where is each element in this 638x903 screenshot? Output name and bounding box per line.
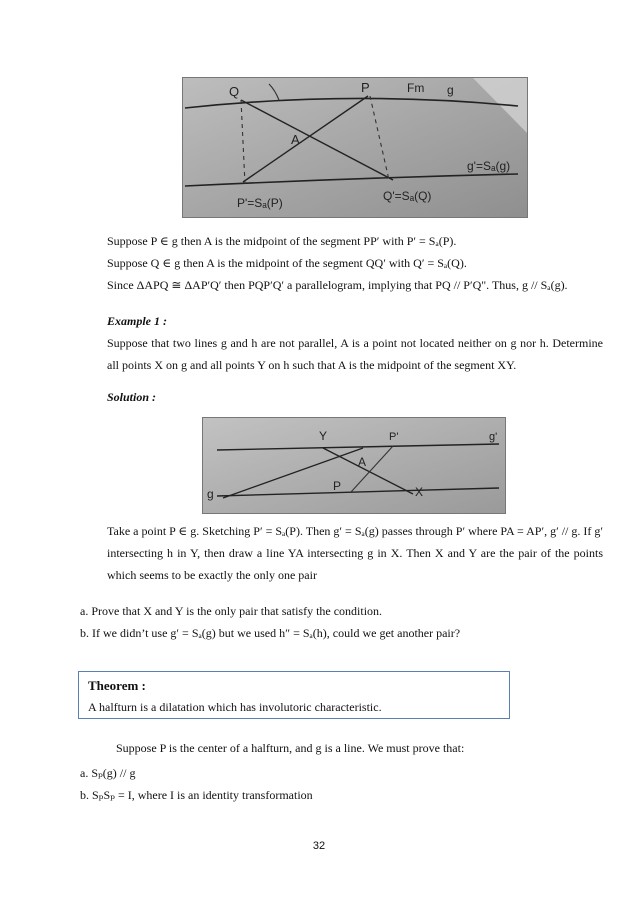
- label-q: Q: [229, 84, 240, 99]
- exercise-a: a. Prove that X and Y is the only pair that satisfy the condition.: [80, 604, 383, 618]
- exercise-list: [80, 600, 610, 644]
- label-x: X: [415, 485, 424, 499]
- figure-halfturn-drawing: [183, 78, 527, 217]
- label-a: A: [291, 132, 300, 147]
- theorem-box: [78, 671, 510, 719]
- label-p: P: [361, 80, 370, 95]
- label-g-prime-short: g': [489, 431, 498, 443]
- page-number: 32: [312, 840, 326, 852]
- solution-text: Take a point P ∈ g. Sketching P′ = Sₐ(P). Then g′ = Sₐ(g) passes through P′ where PA = AP′, g′ // g. If g′ intersecting h in Y, then draw a line YA intersecting g in X. Then X and Y are the pair of the points which seems to be exactly the only one pair: [107, 524, 603, 582]
- solution-heading: Solution :: [107, 390, 157, 404]
- label-g-2: g: [207, 487, 214, 501]
- exercise-b: b. If we didn’t use g′ = Sₐ(g) but we used h″ = Sₐ(h), could we get another pair?: [80, 626, 461, 640]
- example-text: Suppose that two lines g and h are not parallel, A is a point not located neither on g nor h. Determine all points X on g and all points Y on h such that A is the midpoint of the segment XY.: [107, 336, 603, 372]
- example-heading: Example 1 :: [107, 314, 167, 328]
- figure-example-drawing: [203, 418, 505, 513]
- figure-halfturn-lines: [182, 77, 528, 218]
- prove-list: [80, 762, 600, 806]
- label-q-prime: Q'=Sₐ(Q): [383, 189, 432, 203]
- theorem-title: Theorem :: [88, 678, 146, 693]
- label-fm: Fm: [407, 81, 425, 95]
- text-line-1: Suppose P ∈ g then A is the midpoint of the segment PP′ with P′ = Sₐ(P).: [107, 234, 457, 248]
- label-p-prime: P'=Sₐ(P): [237, 196, 283, 210]
- label-p-2: P: [333, 479, 342, 493]
- theorem-text: A halfturn is a dilatation which has involutoric characteristic.: [88, 700, 382, 714]
- prove-a: a. Sₚ(g) // g: [80, 766, 136, 780]
- label-p-prime-2: P': [389, 431, 399, 443]
- label-g: g: [447, 83, 454, 97]
- label-a-2: A: [358, 455, 367, 469]
- text-line-3: Since ΔAPQ ≅ ΔAP′Q′ then PQP′Q′ a parallelogram, implying that PQ // P′Q". Thus, g // Sₐ(g).: [107, 278, 568, 292]
- text-line-2: Suppose Q ∈ g then A is the midpoint of the segment QQ′ with Q′ = Sₐ(Q).: [107, 256, 467, 270]
- photo-background-2: [203, 418, 505, 513]
- figure-example-solution: [202, 417, 506, 514]
- label-y: Y: [319, 429, 328, 443]
- suppose-line: Suppose P is the center of a halfturn, and g is a line. We must prove that:: [116, 741, 465, 755]
- label-g-prime: g'=Sₐ(g): [467, 159, 511, 173]
- intro-paragraph: [107, 230, 605, 296]
- prove-b: b. SₚSₚ = I, where I is an identity transformation: [80, 788, 313, 802]
